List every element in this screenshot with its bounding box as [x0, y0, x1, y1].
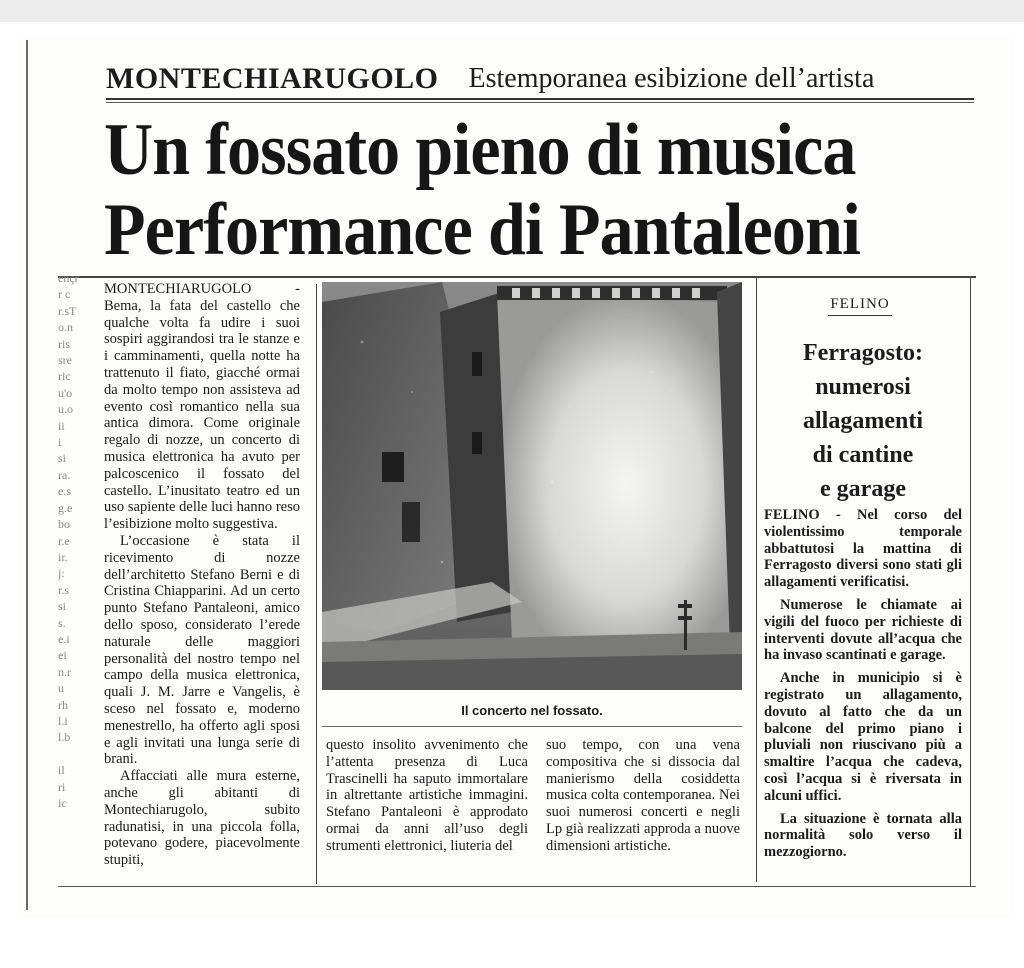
margin-fragment: e.i — [58, 631, 70, 646]
margin-fragment: e.s — [58, 484, 71, 499]
bottom-rule — [58, 886, 976, 887]
fold-line — [26, 40, 28, 910]
margin-fragment: o.n — [58, 320, 73, 335]
margin-fragment: i — [58, 435, 62, 450]
margin-fragment: u'o — [58, 385, 73, 400]
margin-fragment: l.b — [58, 730, 71, 745]
margin-fragment: ic — [58, 796, 67, 810]
sidebar-body — [764, 507, 962, 867]
margin-fragment: g.e — [58, 500, 73, 515]
article-paragraph: L’occasione è stata il ricevimento di nozze dell’architetto Stefano Berni e di Cristina Chiapparini. Ad un certo punto Stefano Pantaleoni, amico dello sposo, considerato l’erede naturale delle maggiori personalità del nostro tempo nel campo della musica elettronica, quali J. M. Jarre e Vangelis, è sceso nel fossato e, moderno menestrello, ha offerto agli sposi e agli invitati una lunga serie di brani. — [104, 532, 300, 768]
margin-fragment: ir. — [58, 549, 68, 564]
kicker-bar — [106, 54, 974, 100]
margin-fragment: j: — [58, 566, 65, 581]
kicker-rule — [106, 102, 974, 103]
sidebar-headline-line: e garage — [820, 476, 906, 502]
margin-fragment: ii — [58, 418, 65, 433]
scan-top-strip — [0, 0, 1024, 22]
margin-fragment: r.sT — [58, 303, 77, 318]
photo-caption: Il concerto nel fossato. — [322, 696, 742, 727]
article-column-1 — [104, 281, 300, 869]
margin-fragment: s. — [58, 615, 66, 630]
margin-fragment: ric — [58, 369, 71, 384]
sidebar-headline-line: allagamenti — [803, 408, 923, 434]
sidebar-headline-line: Ferragosto: — [803, 340, 923, 366]
sidebar-paragraph: Anche in municipio si è registrato un allagamento, dovuto al fatto che da un balcone del primo piano i pluviali non riuscivano più a smaltire l’acqua che cadeva, così l’acqua si è riversata in alcuni uffici. — [764, 670, 962, 804]
margin-fragment: r.s — [58, 582, 70, 597]
sidebar-paragraph: FELINO - Nel corso del violentissimo temporale abbattutosi la mattina di Ferragosto diversi sono stati gli allagamenti verificatisi. — [764, 507, 962, 591]
headline — [104, 110, 914, 270]
margin-fragment: bo — [58, 517, 70, 532]
sidebar-paragraph: La situazione è tornata alla normalità solo verso il mezzogiorno. — [764, 810, 962, 861]
margin-fragment: ri — [58, 779, 66, 794]
margin-fragment: ris — [58, 336, 70, 351]
article-column-2 — [326, 737, 528, 855]
margin-fragment: r.e — [58, 533, 70, 548]
sidebar-headline — [766, 336, 960, 506]
sidebar-headline-line: numerosi — [815, 374, 911, 400]
margin-fragment: u.o — [58, 402, 73, 417]
article-paragraph: questo insolito avvenimento che l’attenta presenza di Luca Trascinelli ha saputo immortalare in altrettante artistiche immagini. Stefano Pantaleoni è approdato ormai da anni all’uso degli strumenti elettronici, liuteria del — [326, 737, 528, 854]
article-paragraph: MONTECHIARUGOLO - Bema, la fata del castello che qualche volta fa udire i suoi sospiri aggirandosi tra le stanze e i camminamenti, quella notte ha trattenuto il fiato, giacché ormai da molto tempo non assisteva ad evento così romantico nella sua antica dimora. Come originale regalo di nozze, un concerto di musica elettronica ha avuto per palcoscenico il fossato del castello. L’inusitato teatro ed un uso sapiente delle luci hanno reso l’esibizione molto suggestiva. — [104, 281, 300, 533]
sidebar-kicker: FELINO — [828, 296, 892, 316]
article-paragraph: suo tempo, con una vena compositiva che si dissocia dal manierismo della cosiddetta musica colta contemporanea. Nei suoi numerosi concerti e negli Lp già realizzati approda a nuove dimensioni artistiche. — [546, 737, 740, 854]
margin-fragment: rh — [58, 697, 68, 712]
article-paragraph: Affacciati alle mura esterne, anche gli abitanti di Montechiarugolo, subito radunatisi, in una piccola folla, potevano godere, piacevolmente stupiti, — [104, 768, 300, 869]
castle-photo — [322, 282, 742, 690]
margin-fragment — [58, 746, 100, 762]
headline-line-2: Performance di Pantaleoni — [104, 189, 860, 271]
sidebar-paragraph: Numerose le chiamate ai vigili del fuoco per richieste di interventi dovute all’acqua che ha invaso scantinati e garage. — [764, 596, 962, 664]
margin-fragment: ra. — [58, 467, 71, 482]
margin-fragment: ençr — [58, 271, 79, 285]
sidebar-headline-line: di cantine — [812, 442, 914, 468]
margin-fragment: sre — [58, 353, 72, 368]
newspaper-clipping — [58, 44, 976, 896]
headline-rule — [58, 276, 976, 278]
kicker-place: MONTECHIARUGOLO — [106, 62, 439, 95]
margin-fragment: l.i — [58, 713, 68, 728]
margin-fragment: n.r — [58, 664, 71, 679]
margin-fragment: ei — [58, 648, 67, 663]
margin-fragment: r c — [58, 287, 71, 302]
headline-line-1: Un fossato pieno di musica — [104, 109, 856, 191]
sidebar-right-border — [970, 276, 971, 886]
margin-fragment: si — [58, 451, 67, 466]
margin-fragment: il — [58, 763, 65, 778]
adjacent-article-fragments — [58, 270, 100, 850]
article-column-3 — [546, 737, 740, 855]
sidebar-divider — [756, 276, 757, 882]
kicker-subtitle: Estemporanea esibizione dell’artista — [468, 63, 875, 94]
margin-fragment: u — [58, 681, 64, 696]
castle-photo-image — [322, 282, 742, 690]
margin-fragment: si — [58, 599, 67, 614]
column-divider — [316, 284, 317, 884]
